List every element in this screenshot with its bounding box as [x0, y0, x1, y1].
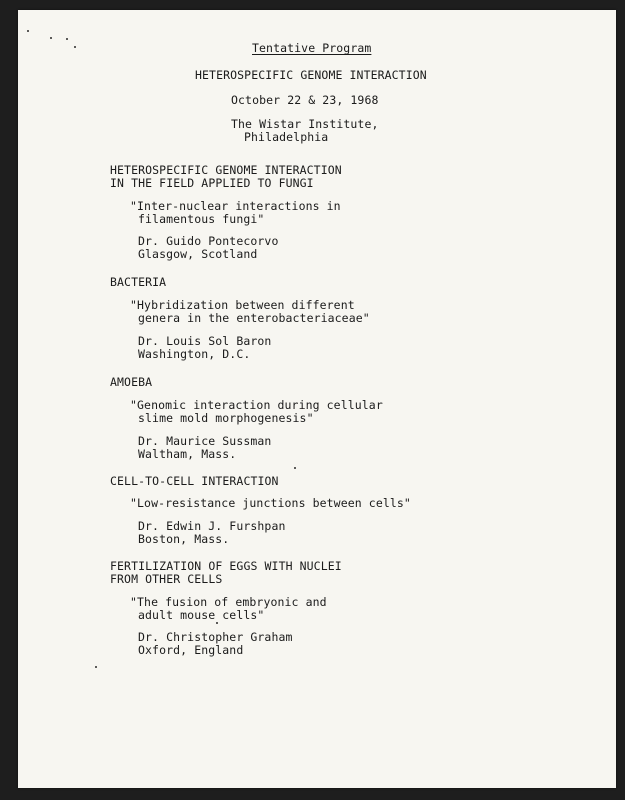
talk-title: filamentous fungi"	[138, 212, 265, 226]
speaker-name: Dr. Edwin J. Furshpan	[138, 519, 286, 533]
talk-title: adult mouse cells"	[138, 608, 265, 622]
talk-title: "Hybridization between different	[130, 298, 355, 312]
speaker-location: Boston, Mass.	[138, 532, 230, 546]
paper-speck	[50, 37, 52, 39]
session-heading: AMOEBA	[110, 375, 153, 389]
venue-line-2: Philadelphia	[244, 130, 329, 144]
talk-title: "Low-resistance junctions between cells"	[130, 496, 411, 510]
document-page	[18, 10, 616, 788]
speaker-location: Waltham, Mass.	[138, 447, 237, 461]
speaker-name: Dr. Maurice Sussman	[138, 434, 272, 448]
talk-title: slime mold morphogenesis"	[138, 411, 314, 425]
session-heading: HETEROSPECIFIC GENOME INTERACTION	[110, 163, 342, 177]
speaker-name: Dr. Christopher Graham	[138, 630, 293, 644]
talk-title: genera in the enterobacteriaceae"	[138, 311, 370, 325]
session-heading: FROM OTHER CELLS	[110, 572, 223, 586]
venue-line-1: The Wistar Institute,	[231, 117, 379, 131]
paper-speck	[66, 38, 68, 40]
session-heading: IN THE FIELD APPLIED TO FUNGI	[110, 176, 314, 190]
event-dates: October 22 & 23, 1968	[231, 93, 379, 107]
session-heading: CELL-TO-CELL INTERACTION	[110, 474, 279, 488]
paper-speck	[294, 467, 296, 469]
talk-title: "Genomic interaction during cellular	[130, 398, 383, 412]
paper-speck	[95, 666, 97, 668]
paper-speck	[74, 46, 76, 48]
paper-speck	[216, 622, 218, 624]
paper-speck	[27, 30, 29, 32]
session-heading: FERTILIZATION OF EGGS WITH NUCLEI	[110, 559, 342, 573]
speaker-name: Dr. Louis Sol Baron	[138, 334, 272, 348]
document-title: Tentative Program	[252, 41, 372, 55]
session-heading: BACTERIA	[110, 275, 167, 289]
speaker-location: Glasgow, Scotland	[138, 247, 258, 261]
talk-title: "The fusion of embryonic and	[130, 595, 327, 609]
speaker-name: Dr. Guido Pontecorvo	[138, 234, 279, 248]
speaker-location: Oxford, England	[138, 643, 244, 657]
event-title: HETEROSPECIFIC GENOME INTERACTION	[195, 68, 427, 82]
speaker-location: Washington, D.C.	[138, 347, 251, 361]
talk-title: "Inter-nuclear interactions in	[130, 199, 341, 213]
